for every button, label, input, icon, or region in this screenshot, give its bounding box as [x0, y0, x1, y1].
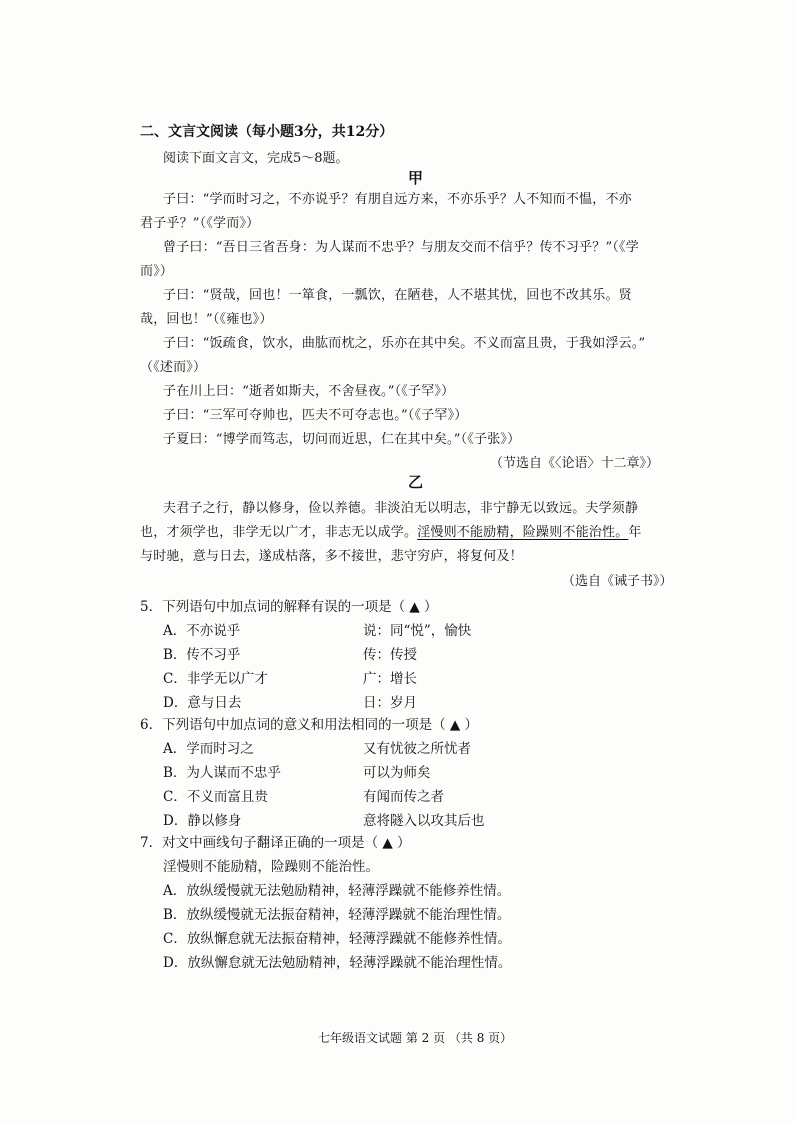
passage-a-line: 君子乎？”（《学而》）: [140, 216, 260, 231]
passage-b-line: 与时驰，意与日去，遂成枯落，多不接世，悲守穷庐，将复何及！: [140, 549, 523, 564]
passage-b-source: （选自《诫子书》）: [562, 574, 673, 589]
q5-option-b: B．传不习乎: [163, 647, 241, 663]
passage-a-line: 子曰：“学而时习之，不亦说乎？有朋自远方来，不亦乐乎？人不知而不愠，不亦: [163, 192, 632, 207]
passage-b-line: 夫君子之行，静以修身，俭以养德。非淡泊无以明志，非宁静无以致远。夫学须静: [163, 501, 639, 516]
q6-option-a: A．学而时习之: [163, 741, 254, 757]
q6-option-c-compare: 有闻而传之者: [363, 789, 444, 805]
section-instruction: 阅读下面文言文，完成5～8题。: [163, 151, 349, 166]
passage-b-line: [140, 523, 642, 543]
passage-a-line: （《述而》）: [140, 360, 207, 375]
q5-option-c: C．非学无以广才: [163, 671, 268, 687]
question-5-stem: 5．下列语句中加点词的解释有误的一项是（ ▲ ）: [140, 599, 438, 615]
q7-quote: 淫慢则不能励精，险躁则不能治性。: [163, 859, 379, 875]
passage-b-heading: 乙: [408, 473, 424, 491]
passage-a-line: 子夏曰：“博学而笃志，切问而近思，仁在其中矣。”（《子张》）: [163, 432, 521, 447]
q7-option-b: B．放纵缓慢就无法振奋精神，轻薄浮躁就不能治理性情。: [163, 907, 511, 923]
passage-a-source: （节选自《〈论语〉十二章》）: [490, 456, 660, 471]
passage-a-heading: 甲: [408, 169, 424, 187]
q6-option-b: B．为人谋而不忠乎: [163, 765, 281, 781]
passage-a-line: 曾子曰：“吾日三省吾身：为人谋而不忠乎？与朋友交而不信乎？传不习乎？”（《学: [163, 240, 639, 255]
q5-option-d-gloss: 日：岁月: [363, 695, 417, 711]
passage-a-line: 子在川上曰：“逝者如斯夫，不舍昼夜。”（《子罕》）: [163, 384, 455, 399]
passage-b-text: 年: [628, 525, 642, 540]
q7-option-a: A．放纵缓慢就无法勉励精神，轻薄浮躁就不能修养性情。: [163, 883, 511, 899]
q5-option-c-gloss: 广：增长: [363, 671, 417, 687]
q5-option-d: D．意与日去: [163, 695, 242, 711]
underlined-sentence: 淫慢则不能励精，险躁则不能治性。: [417, 525, 629, 540]
q7-option-c: C．放纵懈怠就无法振奋精神，轻薄浮躁就不能修养性情。: [163, 931, 511, 947]
q6-option-c: C．不义而富且贵: [163, 789, 268, 805]
q6-option-d-compare: 意将隧入以攻其后也: [363, 813, 485, 829]
q6-option-b-compare: 可以为师矣: [363, 765, 431, 781]
passage-a-line: 子曰：“三军可夺帅也，匹夫不可夺志也。”（《子罕》）: [163, 408, 468, 423]
question-6-stem: 6．下列语句中加点词的意义和用法相同的一项是（ ▲ ）: [140, 717, 479, 733]
page-footer: 七年级语文试题 第 2 页 （共 8 页）: [318, 1031, 513, 1045]
passage-a-line: 而》）: [140, 264, 174, 279]
passage-b-text: 也，才须学也，非学无以广才，非志无以成学。: [140, 525, 418, 540]
q7-option-d: D．放纵懈怠就无法勉励精神，轻薄浮躁就不能治理性情。: [163, 955, 512, 971]
q5-option-b-gloss: 传：传授: [363, 647, 417, 663]
q5-option-a: A．不亦说乎: [163, 623, 241, 639]
passage-a-line: 哉，回也！”（《雍也》）: [140, 312, 273, 327]
passage-a-line: 子曰：“饭疏食，饮水，曲肱而枕之，乐亦在其中矣。不义而富且贵，于我如浮云。”: [163, 336, 646, 351]
passage-a-line: 子曰：“贤哉，回也！一箪食，一瓢饮，在陋巷，人不堪其忧，回也不改其乐。贤: [163, 288, 632, 303]
q5-option-a-gloss: 说：同“悦”，愉快: [363, 623, 472, 639]
q6-option-d: D．静以修身: [163, 813, 242, 829]
section-title: 二、文言文阅读（每小题3分，共12分）: [140, 124, 394, 140]
question-7-stem: 7．对文中画线句子翻译正确的一项是（ ▲ ）: [140, 835, 411, 851]
q6-option-a-compare: 又有忧彼之所忧者: [363, 741, 471, 757]
